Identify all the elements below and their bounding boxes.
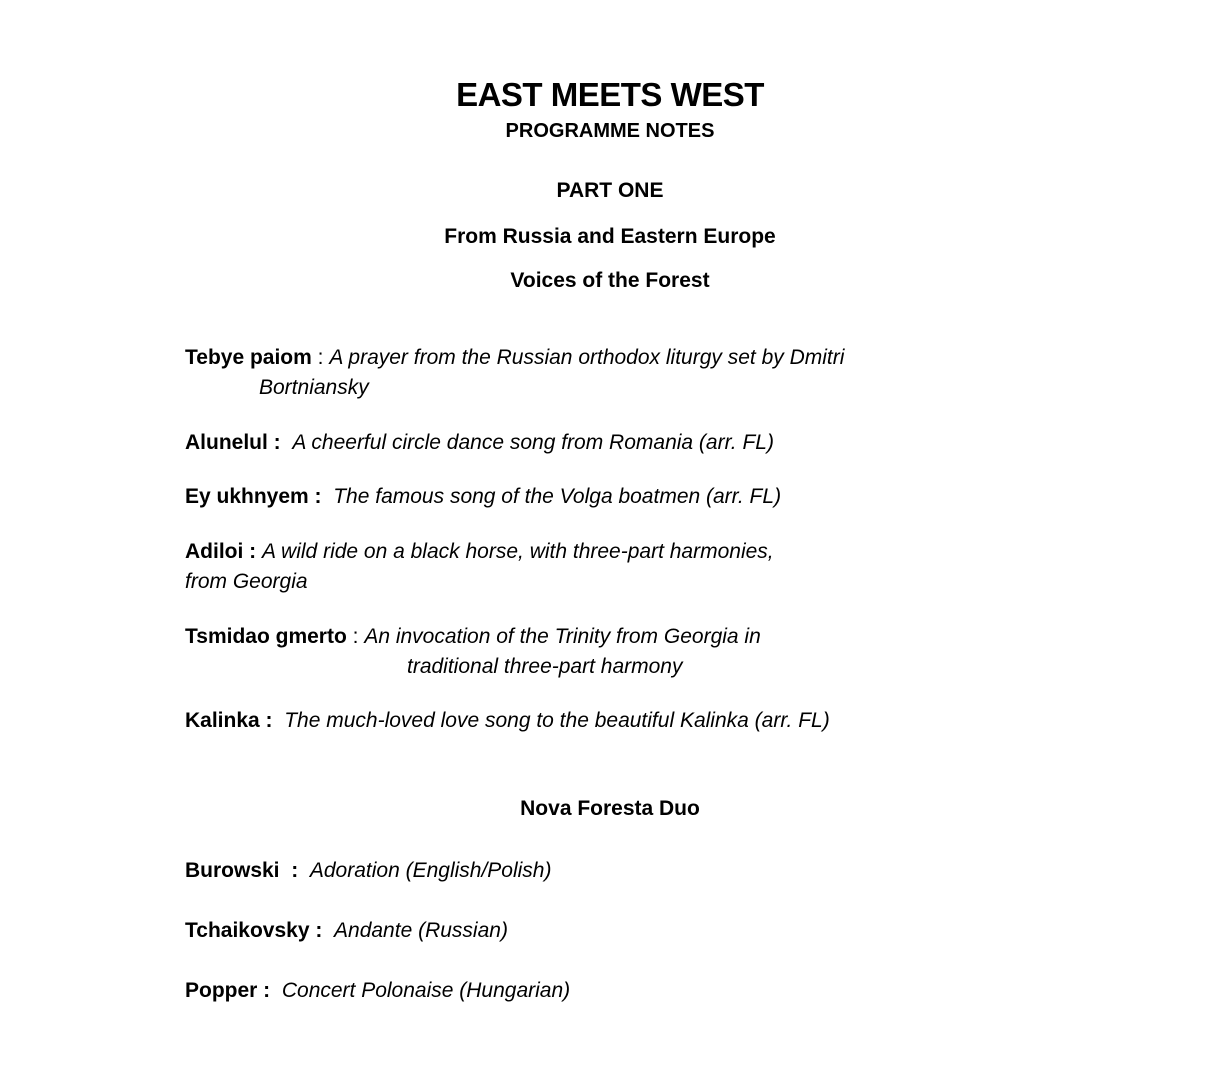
programme-item-adiloi [185, 537, 1085, 597]
item-description: A cheerful circle dance song from Romania (arr. FL) [292, 431, 774, 454]
item-description-continued: from Georgia [185, 570, 308, 593]
region-heading: From Russia and Eastern Europe [444, 225, 776, 248]
item-title: Tchaikovsky : [185, 919, 323, 942]
section-heading-voices: Voices of the Forest [510, 269, 710, 292]
page-title: EAST MEETS WEST [456, 76, 764, 113]
item-title: Alunelul : [185, 431, 281, 454]
programme-item-popper [185, 976, 1085, 1006]
item-description: The much-loved love song to the beautiful Kalinka (arr. FL) [284, 709, 830, 732]
item-description: A wild ride on a black horse, with three-part harmonies, [262, 540, 774, 563]
item-description: An invocation of the Trinity from Georgia in [364, 625, 761, 648]
item-description: Adoration (English/Polish) [309, 859, 552, 882]
programme-item-kalinka [185, 706, 1085, 736]
programme-item-tsmidao-gmerto: Tsmidao gmerto : An invocation of the Trinity from Georgia in traditional three-part harmony [185, 622, 1085, 682]
programme-item-tchaikovsky [185, 916, 1085, 946]
item-description-continued: Bortniansky [259, 376, 369, 399]
item-description: The famous song of the Volga boatmen (arr. FL) [333, 485, 782, 508]
item-description: Andante (Russian) [334, 919, 508, 942]
item-title: Popper : [185, 979, 271, 1002]
item-description-continued: traditional three-part harmony [407, 655, 683, 678]
item-description: Concert Polonaise (Hungarian) [281, 979, 571, 1002]
item-description: A prayer from the Russian orthodox liturgy set by Dmitri [329, 346, 845, 369]
item-title: Adiloi : [185, 540, 257, 563]
item-title: Tebye paiom [185, 346, 312, 369]
programme-item-alunelul [185, 428, 1085, 458]
item-title: Ey ukhnyem : [185, 485, 322, 508]
item-title: Burowski : [185, 859, 299, 882]
section-heading-duo: Nova Foresta Duo [520, 797, 700, 820]
item-title: Tsmidao gmerto [185, 625, 347, 648]
page-subtitle: PROGRAMME NOTES [505, 120, 715, 142]
part-heading: PART ONE [556, 179, 664, 202]
programme-item-burowski [185, 856, 1085, 886]
item-title: Kalinka : [185, 709, 273, 732]
programme-item-tebye-paiom: Tebye paiom : A prayer from the Russian orthodox liturgy set by Dmitri Bortniansky [185, 343, 1085, 403]
programme-item-ey-ukhnyem [185, 482, 1085, 512]
